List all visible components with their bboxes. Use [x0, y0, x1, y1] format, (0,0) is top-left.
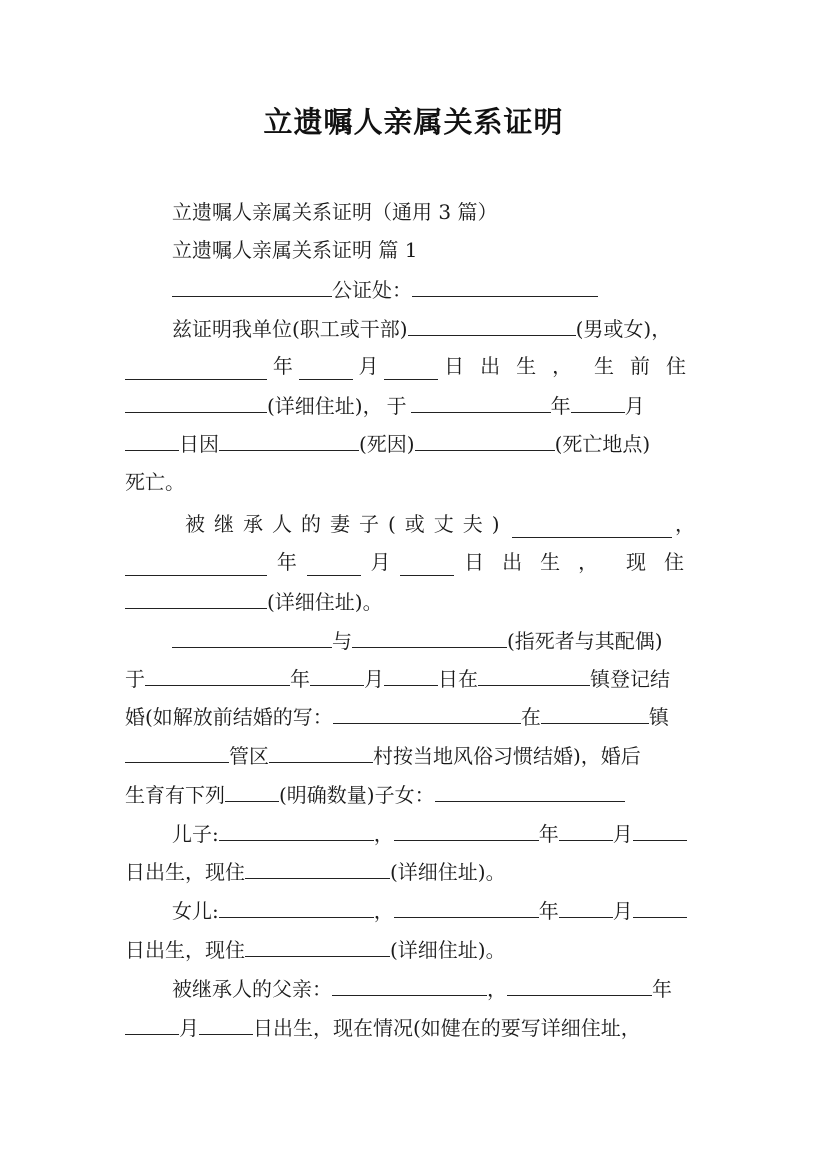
paragraph-line: 日出生，现住 (详细住址)。 — [125, 930, 506, 969]
notary-office-line: 公证处： — [172, 270, 598, 309]
blank-field — [633, 891, 687, 918]
blank-field — [125, 1008, 179, 1035]
blank-field — [125, 353, 267, 380]
blank-field — [245, 930, 390, 957]
blank-field — [435, 775, 625, 802]
paragraph-line: (详细住址)。 — [125, 582, 383, 621]
blank-field — [125, 582, 267, 609]
blank-field — [412, 270, 598, 297]
paragraph-line: 生育有下列 (明确数量)子女： — [125, 775, 625, 814]
blank-field — [172, 621, 332, 648]
section-heading: 立遗嘱人亲属关系证明 篇 1 — [172, 238, 418, 262]
blank-field — [299, 353, 353, 380]
paragraph-line: 被继承人的父亲： ， 年 — [172, 969, 672, 1008]
blank-field — [333, 697, 521, 724]
blank-field — [512, 511, 672, 538]
paragraph-line: 被继承人的妻子(或丈夫) ， — [185, 512, 695, 536]
blank-field — [400, 549, 454, 576]
blank-field — [384, 659, 438, 686]
blank-field — [219, 424, 359, 451]
blank-field — [352, 621, 507, 648]
paragraph-line: 死亡。 — [125, 470, 185, 494]
paragraph-line: 日出生，现住 (详细住址)。 — [125, 852, 506, 891]
blank-field — [172, 270, 332, 297]
blank-field — [394, 891, 539, 918]
blank-field — [145, 659, 290, 686]
blank-field — [507, 969, 652, 996]
blank-field — [478, 659, 590, 686]
blank-field — [394, 814, 539, 841]
blank-field — [415, 424, 555, 451]
paragraph-line: (详细住址)， 于 年 月 — [125, 386, 645, 425]
paragraph-line: 于 年 月 日在 镇登记结 — [125, 659, 670, 698]
blank-field — [408, 309, 576, 336]
blank-field — [310, 659, 364, 686]
paragraph-line: 管区 村按当地风俗习惯结婚)，婚后 — [125, 736, 641, 775]
paragraph-line: 日因 (死因) (死亡地点) — [125, 424, 650, 463]
document-title: 立遗嘱人亲属关系证明 — [263, 105, 564, 139]
blank-field — [219, 891, 374, 918]
blank-field — [125, 736, 229, 763]
blank-field — [307, 549, 361, 576]
blank-field — [411, 386, 551, 413]
blank-field — [633, 814, 687, 841]
paragraph-line: 与 (指死者与其配偶) — [172, 621, 663, 660]
blank-field — [245, 852, 390, 879]
blank-field — [384, 353, 438, 380]
document-subtitle: 立遗嘱人亲属关系证明（通用 3 篇） — [172, 200, 498, 224]
blank-field — [559, 814, 613, 841]
paragraph-line: 儿子: ， 年 月 — [172, 814, 687, 853]
blank-field — [541, 697, 649, 724]
blank-field — [219, 814, 374, 841]
paragraph-line: 年 月 日出生， 现住 — [125, 543, 702, 581]
paragraph-line: 婚(如解放前结婚的写： 在 镇 — [125, 697, 669, 736]
paragraph-line: 女儿: ， 年 月 — [172, 891, 687, 930]
blank-field — [125, 424, 179, 451]
paragraph-line: 年 月 日出生， 生前住 — [125, 347, 702, 385]
blank-field — [125, 386, 267, 413]
blank-field — [559, 891, 613, 918]
blank-field — [332, 969, 487, 996]
blank-field — [199, 1008, 253, 1035]
paragraph-line: 月 日出生，现在情况(如健在的要写详细住址， — [125, 1008, 641, 1047]
blank-field — [269, 736, 373, 763]
blank-field — [225, 775, 279, 802]
paragraph-line: 兹证明我单位(职工或干部) (男或女)， — [172, 309, 671, 348]
blank-field — [125, 549, 267, 576]
blank-field — [571, 386, 625, 413]
